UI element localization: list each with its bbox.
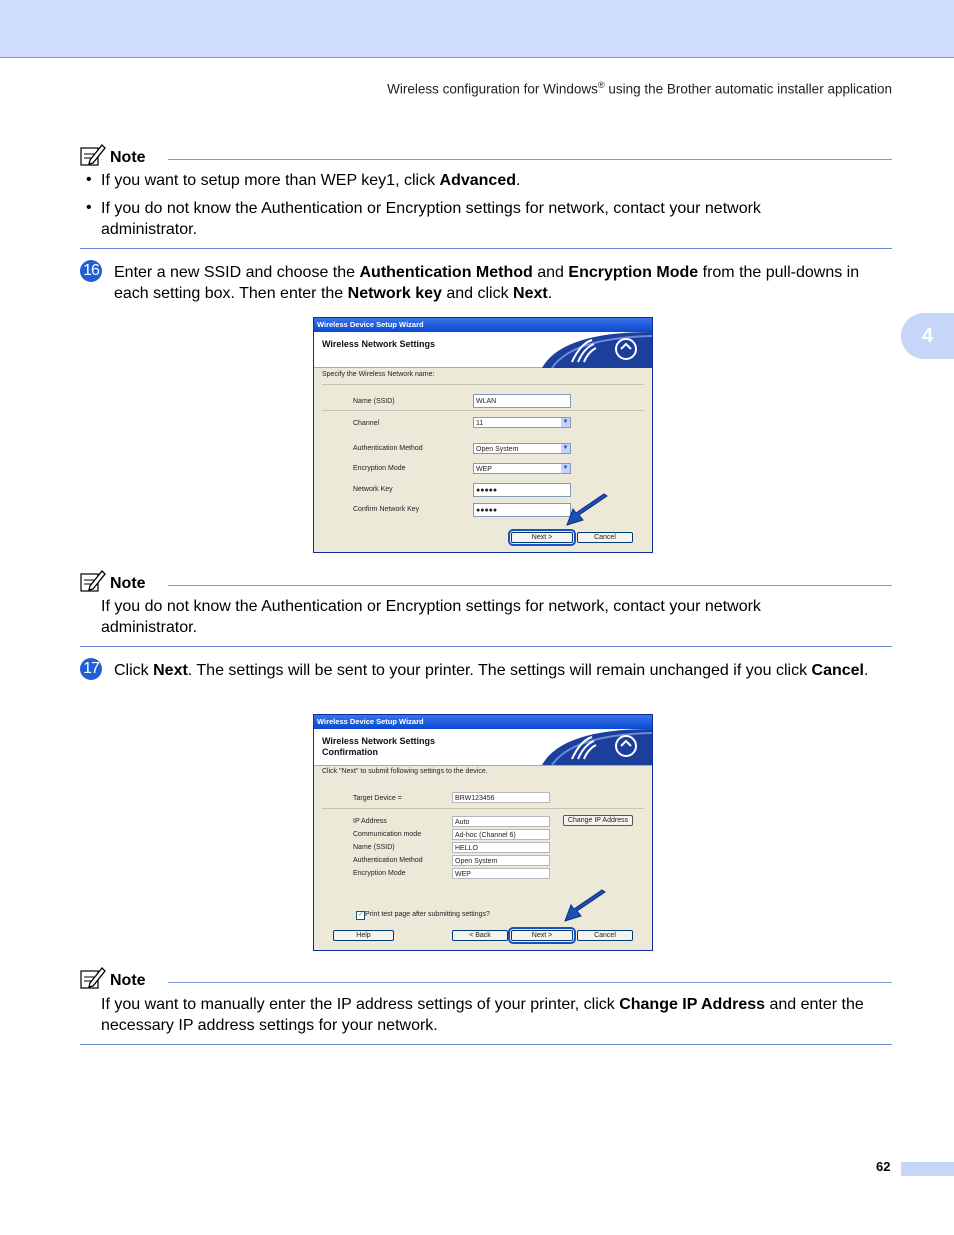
page-tab bbox=[901, 1162, 954, 1176]
dialog-heading: Wireless Network Settings bbox=[322, 736, 435, 746]
running-header: Wireless configuration for Windows® using the Brother automatic installer application bbox=[387, 80, 892, 97]
chapter-tab: 4 bbox=[901, 313, 954, 359]
encryption-mode-value: WEP bbox=[452, 868, 550, 879]
note-pencil-icon bbox=[80, 569, 106, 593]
separator bbox=[322, 384, 644, 385]
change-ip-address-button[interactable]: Change IP Address bbox=[563, 815, 633, 826]
note-bullet-2: If you do not know the Authentication or Encryption settings for network, contact your network administrator. bbox=[101, 200, 761, 238]
note-rule bbox=[168, 585, 892, 586]
auth-method-value: Open System bbox=[452, 855, 550, 866]
note-rule bbox=[168, 982, 892, 983]
ip-address-value: Auto bbox=[452, 816, 550, 827]
print-test-label: Print test page after submitting settings? bbox=[365, 911, 490, 918]
note-end-rule bbox=[80, 1044, 892, 1045]
back-button[interactable]: < Back bbox=[452, 930, 508, 941]
ssid-input[interactable]: WLAN bbox=[473, 394, 571, 408]
comm-mode-value: Ad-hoc (Channel 6) bbox=[452, 829, 550, 840]
note-header bbox=[80, 966, 892, 994]
pointer-arrow-icon bbox=[563, 889, 607, 923]
channel-label: Channel bbox=[353, 420, 380, 427]
note-pencil-icon bbox=[80, 143, 106, 167]
encryption-mode-select[interactable]: WEP ▼ bbox=[473, 463, 571, 474]
note-bullet-1: If you want to setup more than WEP key1, click Advanced. bbox=[101, 172, 521, 189]
bullet-dot: • bbox=[86, 171, 92, 188]
dialog-heading: Wireless Network Settings bbox=[322, 339, 435, 349]
dialog-instruction: Click "Next" to submit following settings to the device. bbox=[322, 768, 488, 775]
help-button[interactable]: Help bbox=[333, 930, 394, 941]
note-end-rule bbox=[80, 248, 892, 249]
chevron-down-icon[interactable]: ▼ bbox=[562, 445, 569, 451]
ip-address-label: IP Address bbox=[353, 818, 387, 825]
step-17-text: Click Next. The settings will be sent to your printer. The settings will remain unchanged if you click Cancel. bbox=[114, 662, 869, 679]
network-key-label: Network Key bbox=[353, 486, 393, 493]
dialog-subheading: Confirmation bbox=[322, 747, 378, 757]
confirm-key-input[interactable]: ●●●●● bbox=[473, 503, 571, 517]
top-band bbox=[0, 0, 954, 58]
note-header bbox=[80, 569, 892, 597]
note-label: Note bbox=[110, 149, 146, 166]
wireless-logo-icon bbox=[522, 332, 652, 368]
dialog-header bbox=[314, 332, 652, 368]
target-device-label: Target Device = bbox=[353, 795, 402, 802]
step-number-badge: 17 bbox=[80, 658, 102, 680]
next-button[interactable]: Next > bbox=[511, 532, 573, 543]
cancel-button[interactable]: Cancel bbox=[577, 532, 633, 543]
ssid-label: Name (SSID) bbox=[353, 398, 395, 405]
next-button[interactable]: Next > bbox=[511, 930, 573, 941]
dialog-titlebar: Wireless Device Setup Wizard bbox=[314, 318, 652, 332]
note-rule bbox=[168, 159, 892, 160]
auth-method-label: Authentication Method bbox=[353, 445, 423, 452]
bullet-dot: • bbox=[86, 199, 92, 216]
note-header bbox=[80, 143, 892, 171]
ssid-value: HELLO bbox=[452, 842, 550, 853]
note-3-text: If you want to manually enter the IP address settings of your printer, click Change IP Address and enter the necessary IP address settings for your network. bbox=[101, 996, 864, 1034]
dialog-header bbox=[314, 729, 652, 766]
wireless-logo-icon bbox=[522, 729, 652, 765]
auth-method-select[interactable]: Open System ▼ bbox=[473, 443, 571, 454]
encryption-mode-label: Encryption Mode bbox=[353, 465, 406, 472]
channel-select[interactable]: 11 ▼ bbox=[473, 417, 571, 428]
step-number-badge: 16 bbox=[80, 260, 102, 282]
encryption-mode-label: Encryption Mode bbox=[353, 870, 406, 877]
chevron-down-icon[interactable]: ▼ bbox=[562, 419, 569, 425]
note-label: Note bbox=[110, 575, 146, 592]
cancel-button[interactable]: Cancel bbox=[577, 930, 633, 941]
chevron-down-icon[interactable]: ▼ bbox=[562, 465, 569, 471]
comm-mode-label: Communication mode bbox=[353, 831, 422, 838]
note-2-text: If you do not know the Authentication or Encryption settings for network, contact your network administrator. bbox=[101, 598, 761, 636]
note-label: Note bbox=[110, 972, 146, 989]
confirm-key-label: Confirm Network Key bbox=[353, 506, 420, 513]
pointer-arrow-icon bbox=[565, 493, 609, 527]
network-key-input[interactable]: ●●●●● bbox=[473, 483, 571, 497]
separator bbox=[322, 808, 644, 809]
note-pencil-icon bbox=[80, 966, 106, 990]
dialog-titlebar: Wireless Device Setup Wizard bbox=[314, 715, 652, 729]
dialog-instruction: Specify the Wireless Network name: bbox=[322, 371, 435, 378]
note-end-rule bbox=[80, 646, 892, 647]
target-device-value: BRW123456 bbox=[452, 792, 550, 803]
step-16-text: Enter a new SSID and choose the Authentication Method and Encryption Mode from the pull-downs in each setting box. Then enter the Network key and click Next. bbox=[114, 264, 860, 302]
page-number: 62 bbox=[876, 1159, 891, 1174]
print-test-checkbox[interactable]: ✓ bbox=[357, 912, 364, 918]
auth-method-label: Authentication Method bbox=[353, 857, 423, 864]
separator bbox=[322, 410, 644, 411]
ssid-label: Name (SSID) bbox=[353, 844, 395, 851]
